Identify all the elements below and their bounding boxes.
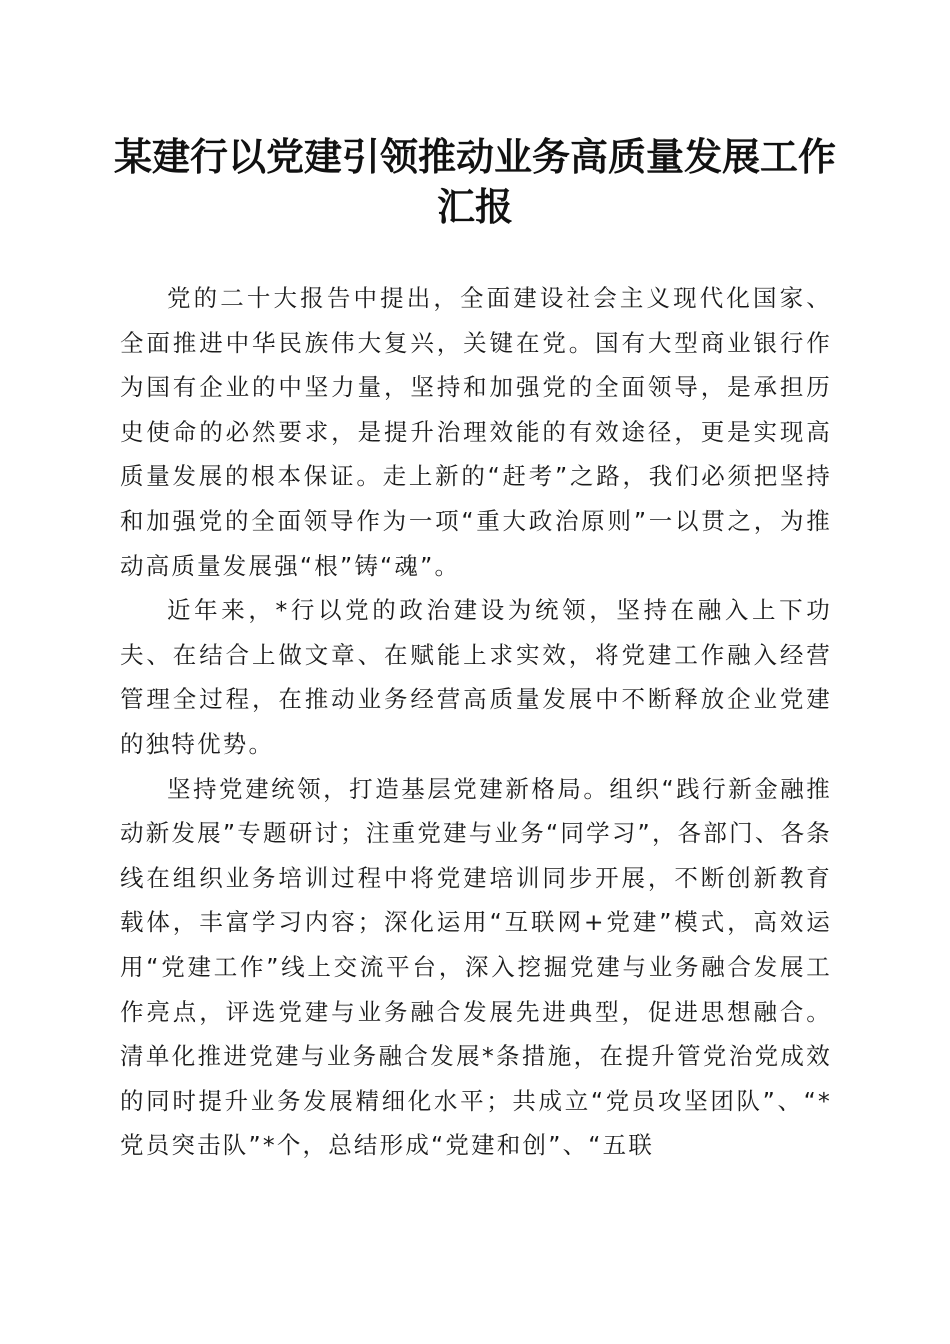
paragraph: 党的二十大报告中提出，全面建设社会主义现代化国家、全面推进中华民族伟大复兴，关键在党。国有大型商业银行作为国有企业的中坚力量，坚持和加强党的全面领导，是承担历史使命的必然要求，是提升治理效能的有效途径，更是实现高质量发展的根本保证。走上新的“赶考”之路，我们必须把坚持和加强党的全面领导作为一项“重大政治原则”一以贯之，为推动高质量发展强“根”铸“魂”。 (120, 284, 832, 580)
paragraph: 坚持党建统领，打造基层党建新格局。组织“践行新金融推动新发展”专题研讨；注重党建与业务“同学习”，各部门、各条线在组织业务培训过程中将党建培训同步开展，不断创新教育载体，丰富学习内容；深化运用“互联网+党建”模式，高效运用“党建工作”线上交流平台，深入挖掘党建与业务融合发展工作亮点，评选党建与业务融合发展先进典型，促进思想融合。清单化推进党建与业务融合发展*条措施，在提升管党治党成效的同时提升业务发展精细化水平；共成立“党员攻坚团队”、“*党员突击队”*个，总结形成“党建和创”、“五联 (120, 774, 832, 1160)
document-title: 某建行以党建引领推动业务高质量发展工作汇报 (113, 134, 836, 229)
paragraph: 近年来，*行以党的政治建设为统领，坚持在融入上下功夫、在结合上做文章、在赋能上求实效，将党建工作融入经营管理全过程，在推动业务经营高质量发展中不断释放企业党建的独特优势。 (120, 596, 832, 758)
document-body (120, 276, 832, 1168)
